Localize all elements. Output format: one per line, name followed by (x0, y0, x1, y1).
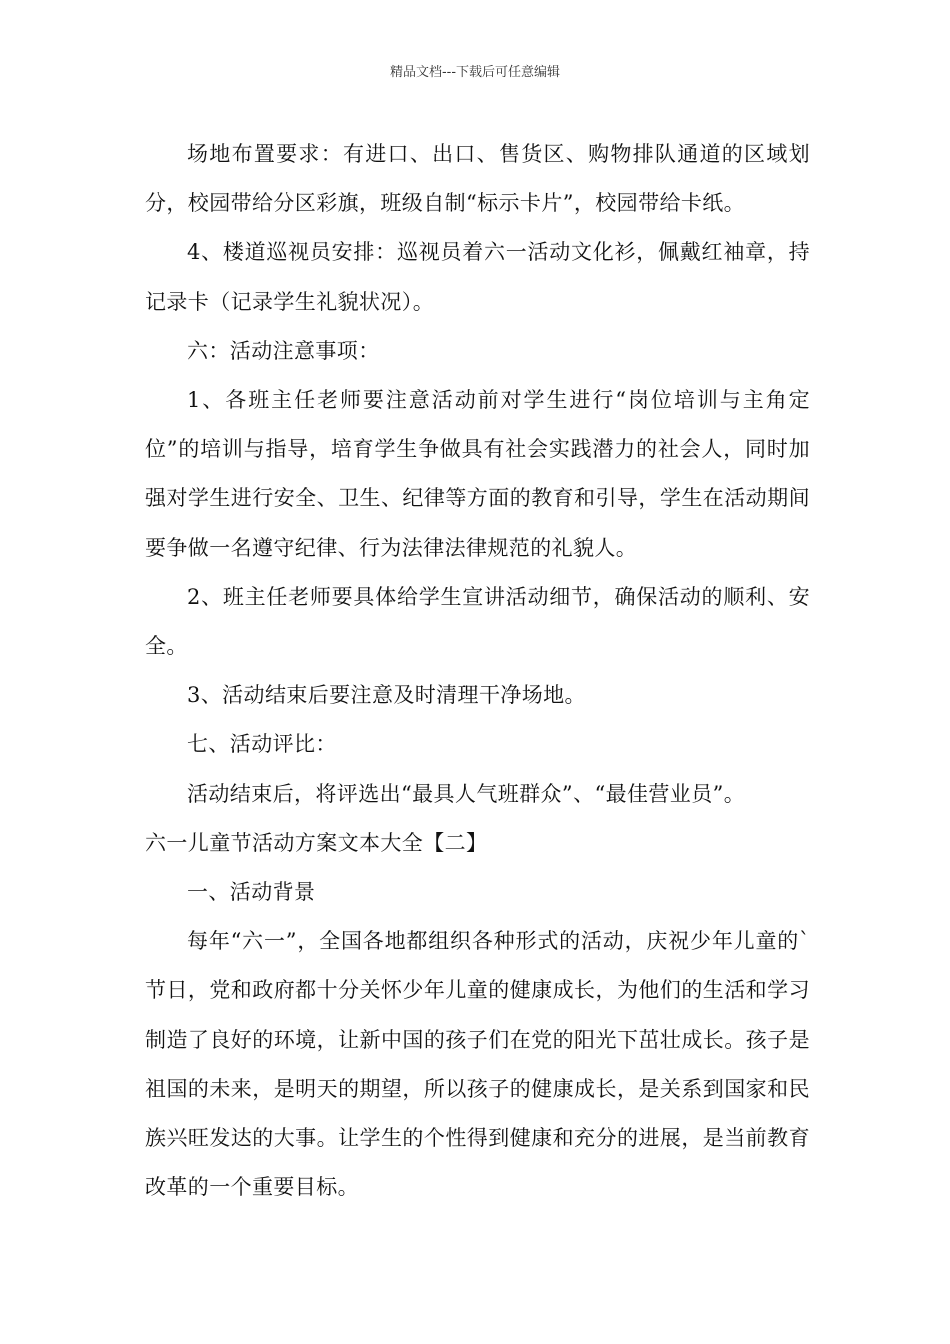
section-heading-evaluation: 七、活动评比： (187, 732, 337, 757)
section-heading-notes: 六：活动注意事项： (187, 338, 380, 363)
paragraph-note-2: 2、班主任老师要具体给学生宣讲活动细节，确保活动的顺利、安全。 (145, 584, 810, 659)
paragraph-background: 每年“六一”，全国各地都组织各种形式的活动，庆祝少年儿童的`节日，党和政府都十分关怀少年儿童的健康成长，为他们的生活和学习制造了良好的环境，让新中国的孩子们在党的阳光下茁壮成长。孩子是祖国的未来，是明天的期望，所以孩子的健康成长，是关系到国家和民族兴旺发达的大事。让学生的个性得到健康和充分的进展，是当前教育改革的一个重要目标。 (145, 929, 810, 1200)
document-body (145, 130, 810, 1212)
paragraph-evaluation: 活动结束后，将评选出“最具人气班群众”、“最佳营业员”。 (187, 781, 746, 806)
paragraph-note-3: 3、活动结束后要注意及时清理干净场地。 (187, 683, 586, 708)
paragraph-venue-layout: 场地布置要求：有进口、出口、售货区、购物排队通道的区域划分，校园带给分区彩旗，班级自制“标示卡片”，校园带给卡纸。 (145, 142, 810, 216)
paragraph-note-1: 1、各班主任老师要注意活动前对学生进行“岗位培训与主角定位”的培训与指导，培育学生争做具有社会实践潜力的社会人，同时加强对学生进行安全、卫生、纪律等方面的教育和引导，学生在活动期间要争做一名遵守纪律、行为法律法律规范的礼貌人。 (145, 388, 810, 560)
paragraph-hallway-patrol: 4、楼道巡视员安排：巡视员着六一活动文化衫，佩戴红袖章，持记录卡（记录学生礼貌状况）。 (145, 240, 810, 314)
section-heading-background: 一、活动背景 (187, 880, 316, 905)
document-title-part-2: 六一儿童节活动方案文本大全【二】 (145, 830, 488, 855)
page-header: 精品文档---下载后可任意编辑 (389, 65, 561, 80)
